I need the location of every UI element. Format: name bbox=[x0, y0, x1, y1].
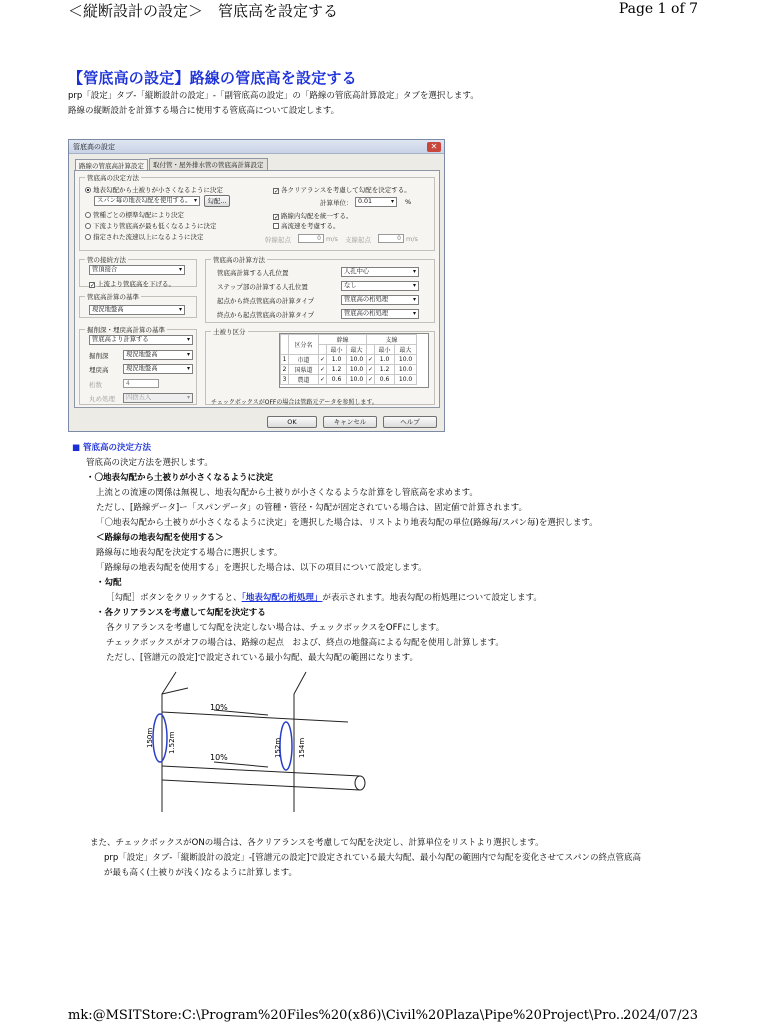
calc-unit-suffix: % bbox=[405, 198, 412, 206]
pipe-bottom bbox=[162, 780, 360, 790]
grid-check-col bbox=[367, 345, 375, 355]
grid-head-max2: 最大 bbox=[395, 345, 417, 355]
intro-line-1: prp「設定」タブ-「縦断設計の設定」-「副管底高の設定」の「路線の管底高計算設定」タブを選択します。 bbox=[68, 91, 479, 101]
grid-cell-value[interactable]: 1.0 bbox=[375, 355, 395, 365]
grid-cell-check[interactable]: ✓ bbox=[320, 376, 326, 383]
section-line: 上流との流速の関係は無視し、地表勾配から土被りが小さくなるような計算をし管底高を求めます。 bbox=[96, 488, 478, 498]
cancel-button[interactable]: キャンセル bbox=[323, 416, 377, 428]
grid-cell-value[interactable]: 10.0 bbox=[347, 375, 367, 385]
grid-cell-value[interactable]: 0.6 bbox=[375, 375, 395, 385]
calc-row-label-2: 起点から終点管底高の計算タイプ bbox=[217, 297, 315, 305]
dialog-titlebar bbox=[69, 140, 444, 154]
page-header-title: ＜縦断設計の設定＞ 管底高を設定する bbox=[68, 2, 339, 20]
settings-dialog bbox=[68, 139, 445, 432]
dialog-tabs bbox=[75, 158, 269, 170]
group-label-soil: 土被り区分 bbox=[213, 328, 246, 336]
grid-cell-value[interactable]: 1.2 bbox=[327, 365, 347, 375]
grid-cell-check[interactable]: ✓ bbox=[320, 366, 326, 373]
radio-off-icon bbox=[85, 223, 91, 229]
section-line: 路線毎に地表勾配を決定する場合に選択します。 bbox=[96, 548, 283, 558]
calc-row-label-1: ステップ部の計算する人孔位置 bbox=[217, 283, 308, 291]
group-label-calc-basis: 管底高計算の基準 bbox=[87, 293, 139, 301]
left-manhole-top bbox=[162, 688, 188, 694]
check-icon: ✓ bbox=[90, 282, 96, 289]
table-row[interactable] bbox=[281, 375, 417, 385]
calc-unit-select[interactable]: 0.01 ▾ bbox=[355, 197, 397, 207]
grid-cell-value[interactable]: 1.2 bbox=[375, 365, 395, 375]
grid-cell-value[interactable]: 10.0 bbox=[395, 375, 417, 385]
grid-cell-no: 1 bbox=[281, 355, 289, 365]
trunk-start-input[interactable]: 0 bbox=[298, 234, 324, 243]
left-outer-dim: 150m bbox=[146, 727, 154, 748]
branch-start-input[interactable]: 0 bbox=[378, 234, 404, 243]
section-line: 「〇地表勾配から土被りが小さくなるように決定」を選択した場合は、リストより地表勾配の単位(路線毎/スパン毎)を選択します。 bbox=[96, 518, 598, 528]
table-row[interactable] bbox=[281, 365, 417, 375]
checkbox-empty-icon bbox=[273, 223, 279, 229]
digits-label: 桁数 bbox=[89, 381, 102, 389]
radio-standard-slope[interactable]: 管種ごとの標準勾配により決定 bbox=[85, 210, 184, 219]
checkbox-lower-upstream[interactable]: ✓ 上流より管底高を下げる。 bbox=[90, 280, 175, 289]
calc-basis-select[interactable]: 現況地盤高 ▾ bbox=[89, 305, 185, 315]
left-dimension-arc bbox=[153, 714, 167, 762]
grid-head-branch: 支線 bbox=[367, 335, 417, 345]
calc-row-select-1[interactable]: なし ▾ bbox=[341, 281, 419, 291]
intro-line-2: 路線の縦断設計を計算する場合に使用する管底高について設定します。 bbox=[68, 106, 340, 116]
grid-cell-value[interactable]: 10.0 bbox=[347, 365, 367, 375]
radio-on-icon bbox=[85, 187, 91, 193]
group-label-pipe-calc: 管底高の計算方法 bbox=[213, 256, 265, 264]
radio-off-icon bbox=[85, 212, 91, 218]
radio-velocity[interactable]: 指定された流速以上になるように決定 bbox=[85, 232, 204, 241]
pipe-top bbox=[162, 766, 360, 776]
help-button[interactable]: ヘルプ bbox=[383, 416, 437, 428]
grid-head-trunk: 幹線 bbox=[319, 335, 367, 345]
bottom-slope-arrow bbox=[214, 762, 268, 767]
digits-input[interactable]: 4 bbox=[123, 379, 159, 388]
checkbox-clearance[interactable]: ✓ 各クリアランスを考慮して勾配を決定する。 bbox=[274, 186, 411, 195]
top-slope-label: 10% bbox=[210, 703, 228, 712]
grid-head-min1: 最小 bbox=[327, 345, 347, 355]
grid-head-blank bbox=[281, 335, 289, 355]
grid-cell-value[interactable]: 1.0 bbox=[327, 355, 347, 365]
grid-cell-value[interactable]: 0.6 bbox=[327, 375, 347, 385]
slope-button[interactable]: 勾配... bbox=[204, 195, 230, 207]
check-icon: ✓ bbox=[274, 188, 280, 195]
grid-cell-name: 国県道 bbox=[289, 365, 319, 375]
trunk-unit: m/s bbox=[326, 235, 338, 243]
calc-row-select-3[interactable]: 管底高の桁処理 ▾ bbox=[341, 309, 419, 319]
grid-cell-value[interactable]: 10.0 bbox=[347, 355, 367, 365]
right-inner-dim: 152m bbox=[274, 737, 282, 758]
section-line: また、チェックボックスがONの場合は、各クリアランスを考慮して勾配を決定し、計算単位をリストより選択します。 bbox=[90, 838, 544, 848]
grid-cell-check[interactable]: ✓ bbox=[368, 366, 374, 373]
calc-unit-label: 計算単位： bbox=[320, 199, 353, 207]
section-line: ・勾配 bbox=[96, 578, 122, 588]
close-icon[interactable]: ✕ bbox=[427, 142, 441, 152]
section-line: チェックボックスがオフの場合は、路線の起点 および、終点の地盤高による勾配を使用し計算します。 bbox=[106, 638, 504, 648]
section-line: 「路線毎の地表勾配を使用する」を選択した場合は、以下の項目について設定します。 bbox=[96, 563, 427, 573]
round-label: 丸め処理 bbox=[89, 395, 115, 403]
section-heading: ■ 管底高の決定方法 bbox=[72, 443, 151, 453]
pipe-end bbox=[355, 776, 365, 790]
section-line: 管底高の決定方法を選択します。 bbox=[86, 458, 213, 468]
grid-cell-check[interactable]: ✓ bbox=[368, 376, 374, 383]
radio-off-icon bbox=[85, 234, 91, 240]
grid-cell-value[interactable]: 10.0 bbox=[395, 365, 417, 375]
page-number: Page 1 of 7 bbox=[618, 1, 698, 17]
group-label-connect: 管の接続方法 bbox=[87, 256, 126, 264]
pipe-slope-diagram bbox=[148, 666, 380, 812]
section-line: ・〇地表勾配から土被りが小さくなるように決定 bbox=[86, 473, 274, 483]
grid-cell-no: 3 bbox=[281, 375, 289, 385]
grid-head-max1: 最大 bbox=[347, 345, 367, 355]
grid-cell-check[interactable]: ✓ bbox=[320, 356, 326, 363]
section-line: ・各クリアランスを考慮して勾配を決定する bbox=[96, 608, 266, 618]
bottom-slope-label: 10% bbox=[210, 753, 228, 762]
section-line: ただし、[管譜元の設定]で設定されている最小勾配、最大勾配の範囲になります。 bbox=[106, 653, 418, 663]
grid-head-name: 区分名 bbox=[289, 335, 319, 355]
grid-cell-check[interactable]: ✓ bbox=[368, 356, 374, 363]
calc-row-label-0: 管底高計算する人孔位置 bbox=[217, 269, 289, 277]
branch-start-label: 支線起点 bbox=[345, 236, 371, 244]
calc-row-label-3: 終点から起点管底高の計算タイプ bbox=[217, 311, 315, 319]
calc-row-select-0[interactable]: 人孔中心 ▾ bbox=[341, 267, 419, 277]
group-label-excavation: 掘削深・埋戻高計算の基準 bbox=[87, 326, 165, 334]
grid-cell-name: 市道 bbox=[289, 355, 319, 365]
footer-date: 2024/07/23 bbox=[623, 1008, 698, 1023]
radio-lowest-from-downstream[interactable]: 下流より管底高が最も低くなるように決定 bbox=[85, 221, 217, 230]
left-inner-dim: 1.52m bbox=[168, 731, 176, 754]
ok-button[interactable]: OK bbox=[267, 416, 317, 428]
section-line: prp「設定」タブ-「縦断設計の設定」-[管譜元の設定]で設定されている最大勾配、最小勾配の範囲内で勾配を変化させてスパンの終点管底高 bbox=[104, 853, 642, 863]
footer-url: mk:@MSITStore:C:\Program%20Files%20(x86)\Civil%20Plaza\Pipe%20Project\Pro... bbox=[68, 1008, 629, 1023]
table-row[interactable] bbox=[281, 355, 417, 365]
dialog-title: 管底高の設定 bbox=[73, 142, 115, 151]
dig-label: 掘削深 bbox=[89, 352, 109, 360]
surface-slope-digit-link[interactable]: 「地表勾配の桁処理」 bbox=[241, 593, 323, 603]
fill-label: 埋戻高 bbox=[89, 366, 109, 374]
grid-head-min2: 最小 bbox=[375, 345, 395, 355]
right-outer-dim: 154m bbox=[298, 737, 306, 758]
grid-note: チェックボックスがOFFの場合は管路元データを参照します。 bbox=[211, 399, 378, 406]
radio-surface-slope[interactable]: 地表勾配から土被りが小さくなるように決定 bbox=[85, 185, 223, 194]
grid-check-col bbox=[319, 345, 327, 355]
section-line-link: ［勾配］ボタンをクリックすると、「地表勾配の桁処理」が表示されます。地表勾配の桁処理について設定します。 bbox=[106, 593, 542, 603]
checkbox-unify-slope[interactable]: ✓ 路線内勾配を統一する。 bbox=[274, 212, 353, 221]
check-icon: ✓ bbox=[274, 214, 280, 221]
checkbox-high-velocity[interactable]: 高流速を考慮する。 bbox=[273, 221, 340, 230]
trunk-start-label: 幹線起点 bbox=[265, 236, 291, 244]
dig-select[interactable]: 現況地盤高 ▾ bbox=[123, 350, 193, 360]
tab-service-pipe-calc[interactable]: 取付管・屋外排水管の管底高計算設定 bbox=[149, 158, 268, 170]
grid-cell-name: 農道 bbox=[289, 375, 319, 385]
soil-cover-grid[interactable] bbox=[279, 333, 429, 388]
grid-cell-no: 2 bbox=[281, 365, 289, 375]
section-line: 各クリアランスを考慮して勾配を決定しない場合は、チェックボックスをOFFにします。 bbox=[106, 623, 445, 633]
group-label-method: 管底高の決定方法 bbox=[87, 174, 139, 182]
connect-select[interactable]: 管頂接合 ▾ bbox=[89, 265, 185, 275]
round-select[interactable]: 四捨五入 ▾ bbox=[123, 393, 193, 403]
excavation-select[interactable]: 管底高より計算する ▾ bbox=[89, 335, 193, 345]
grid-cell-value[interactable]: 10.0 bbox=[395, 355, 417, 365]
calc-row-select-2[interactable]: 管底高の桁処理 ▾ bbox=[341, 295, 419, 305]
document-heading: 【管底高の設定】路線の管底高を設定する bbox=[68, 69, 357, 87]
surface-slope-select[interactable]: スパン毎の地表勾配を使用する。 ▾ bbox=[94, 196, 200, 206]
section-line: ただし、[路線データ]ー「スパンデータ」の管種・管径・勾配が固定されている場合は、固定値で計算されます。 bbox=[96, 503, 527, 513]
section-line: が最も高く(土被りが浅く)なるように計算します。 bbox=[104, 868, 297, 878]
fill-select[interactable]: 現況地盤高 ▾ bbox=[123, 364, 193, 374]
branch-unit: m/s bbox=[406, 235, 418, 243]
section-line: ＜路線毎の地表勾配を使用する＞ bbox=[96, 533, 224, 543]
tab-route-calc[interactable]: 路線の管底高計算設定 bbox=[75, 159, 148, 171]
